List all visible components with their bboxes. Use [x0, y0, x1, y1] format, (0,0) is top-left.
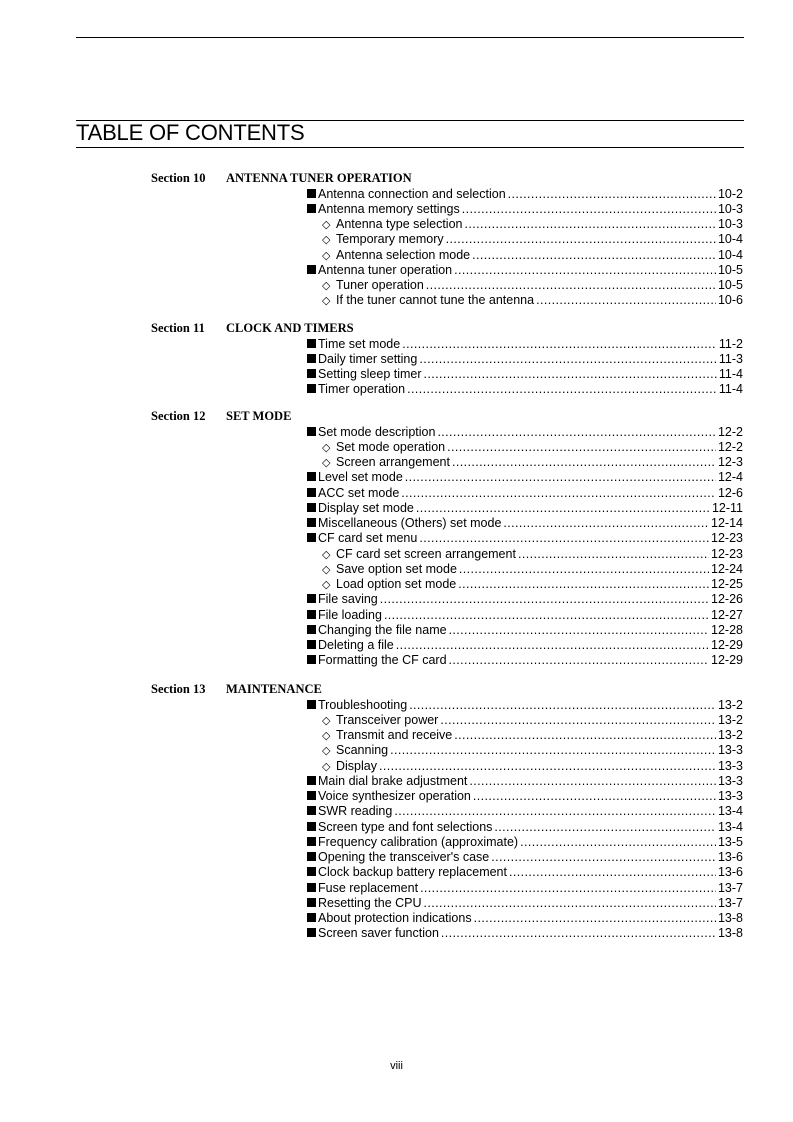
- toc-entry[interactable]: [307, 592, 743, 607]
- section-number: Section 13: [151, 682, 206, 696]
- square-bullet-icon: [307, 789, 318, 804]
- dot-leader: [447, 440, 716, 455]
- entry-page: 13-7: [717, 880, 743, 895]
- square-bullet-icon: [307, 202, 318, 217]
- entry-page: 13-3: [717, 743, 743, 758]
- toc-entry[interactable]: [307, 881, 743, 896]
- dot-leader: [419, 352, 717, 367]
- dot-leader: [401, 486, 716, 501]
- entry-label: Time set mode: [318, 336, 401, 351]
- entry-label: Changing the file name: [318, 622, 447, 637]
- square-bullet-icon: [307, 698, 318, 713]
- entry-label: Fuse replacement: [318, 880, 419, 895]
- entry-page: 10-3: [717, 201, 743, 216]
- entry-label: Temporary memory: [336, 232, 444, 247]
- dot-leader: [390, 743, 716, 758]
- section-title: SET MODE: [226, 409, 292, 423]
- entry-page: 11-4: [718, 382, 743, 397]
- square-bullet-icon: [307, 531, 318, 546]
- entry-label: CF card set screen arrangement: [336, 546, 516, 561]
- dot-leader: [440, 713, 716, 728]
- entry-label: Screen type and font selections: [318, 819, 493, 834]
- square-bullet-icon: [307, 653, 318, 668]
- diamond-bullet-icon: ◇: [322, 249, 331, 262]
- dot-leader: [520, 835, 716, 850]
- toc-subentry[interactable]: [322, 455, 743, 471]
- square-bullet-icon: [307, 926, 318, 941]
- diamond-bullet-icon: ◇: [322, 579, 331, 591]
- entry-label: Opening the transceiver's case: [318, 850, 490, 864]
- entry-label: Antenna tuner operation: [318, 262, 453, 277]
- dot-leader: [509, 865, 716, 880]
- entry-label: Screen saver function: [318, 926, 439, 941]
- toc-subentry[interactable]: [322, 248, 743, 264]
- toc-subentry[interactable]: [322, 713, 743, 729]
- square-bullet-icon: [307, 896, 318, 911]
- section-number: Section 11: [151, 321, 205, 335]
- square-bullet-icon: [307, 187, 318, 202]
- dot-leader: [416, 501, 710, 516]
- toc-entry[interactable]: [307, 850, 743, 865]
- toc-entry[interactable]: [307, 653, 743, 668]
- entry-page: 13-3: [717, 773, 743, 788]
- square-bullet-icon: [307, 263, 318, 278]
- toc-entry[interactable]: [307, 501, 743, 516]
- entry-label: Level set mode: [318, 470, 403, 485]
- entry-page: 12-14: [711, 516, 743, 530]
- dot-leader: [503, 516, 709, 531]
- dot-leader: [409, 698, 716, 713]
- toc-entry[interactable]: [307, 896, 743, 911]
- entry-label: Transceiver power: [336, 712, 439, 727]
- toc-entry[interactable]: [307, 820, 743, 835]
- toc-entry[interactable]: [307, 202, 743, 217]
- entry-label: Miscellaneous (Others) set mode: [318, 516, 502, 530]
- square-bullet-icon: [307, 516, 318, 531]
- toc-subentry[interactable]: [322, 728, 743, 744]
- toc-entry[interactable]: [307, 608, 743, 623]
- entry-label: Save option set mode: [336, 561, 457, 576]
- entry-label: Frequency calibration (approximate): [318, 834, 519, 849]
- toc-entry[interactable]: [307, 516, 743, 531]
- toc-entry[interactable]: [307, 638, 743, 653]
- entry-page: 12-3: [717, 455, 743, 469]
- dot-leader: [405, 470, 716, 485]
- diamond-bullet-icon: ◇: [322, 457, 331, 469]
- dot-leader: [441, 926, 716, 941]
- dot-leader: [449, 653, 710, 668]
- entry-page: 11-4: [718, 367, 743, 381]
- entry-label: ACC set mode: [318, 485, 400, 500]
- entry-page: 13-8: [717, 911, 743, 925]
- diamond-bullet-icon: ◇: [322, 548, 331, 561]
- entry-page: 13-2: [717, 728, 743, 742]
- diamond-bullet-icon: ◇: [322, 760, 331, 773]
- dot-leader: [437, 425, 716, 440]
- square-bullet-icon: [307, 608, 318, 623]
- section-title: MAINTENANCE: [226, 682, 322, 696]
- toc-subentry[interactable]: [322, 743, 743, 759]
- entry-page: 10-2: [717, 186, 743, 201]
- entry-label: Clock backup battery replacement: [318, 865, 507, 880]
- toc-entry[interactable]: [307, 187, 743, 202]
- entry-page: 10-5: [717, 278, 743, 292]
- square-bullet-icon: [307, 911, 318, 926]
- entry-label: Formatting the CF card: [318, 653, 447, 668]
- toc-entry[interactable]: [307, 926, 743, 941]
- page-number: viii: [390, 1060, 403, 1072]
- entry-page: 12-2: [717, 439, 743, 454]
- entry-page: 11-2: [718, 336, 743, 351]
- entry-page: 12-29: [711, 638, 743, 652]
- page-title: TABLE OF CONTENTS: [76, 120, 305, 145]
- toc-entry[interactable]: [307, 911, 743, 926]
- entry-label: Deleting a file: [318, 638, 394, 652]
- dot-leader: [384, 608, 709, 623]
- square-bullet-icon: [307, 367, 318, 382]
- toc-entry[interactable]: [307, 804, 743, 819]
- toc-subentry[interactable]: [322, 547, 743, 563]
- dot-leader: [491, 850, 716, 865]
- toc-subentry[interactable]: [322, 217, 743, 233]
- entry-label: Timer operation: [318, 382, 406, 397]
- title-bottom-rule: [76, 147, 744, 148]
- dot-leader: [459, 562, 709, 577]
- toc-subentry[interactable]: [322, 278, 743, 294]
- entry-page: 12-26: [711, 592, 743, 607]
- section-number: Section 10: [151, 171, 206, 185]
- entry-label: Troubleshooting: [318, 697, 408, 712]
- section-number: Section 12: [151, 409, 206, 423]
- header-rule: [76, 37, 744, 38]
- entry-page: 13-6: [717, 865, 743, 880]
- entry-page: 13-3: [717, 789, 743, 803]
- entry-page: 13-7: [717, 895, 743, 910]
- square-bullet-icon: [307, 850, 318, 865]
- toc-entry[interactable]: [307, 352, 743, 367]
- toc-entry[interactable]: [307, 789, 743, 804]
- section-title: CLOCK AND TIMERS: [226, 321, 354, 335]
- entry-page: 10-6: [717, 293, 743, 308]
- diamond-bullet-icon: ◇: [322, 280, 331, 292]
- square-bullet-icon: [307, 804, 318, 819]
- dot-leader: [472, 248, 716, 263]
- toc-entry[interactable]: [307, 774, 743, 789]
- entry-label: Main dial brake adjustment: [318, 773, 468, 788]
- toc-subentry[interactable]: [322, 759, 743, 775]
- dot-leader: [508, 187, 716, 202]
- toc-entry[interactable]: [307, 470, 743, 485]
- toc-subentry[interactable]: [322, 577, 743, 593]
- square-bullet-icon: [307, 638, 318, 653]
- dot-leader: [394, 804, 716, 819]
- entry-page: 10-5: [717, 262, 743, 277]
- square-bullet-icon: [307, 774, 318, 789]
- dot-leader: [379, 759, 716, 774]
- entry-label: If the tuner cannot tune the antenna: [336, 293, 535, 308]
- toc-entry[interactable]: [307, 263, 743, 278]
- entry-page: 13-4: [717, 819, 743, 834]
- entry-page: 12-23: [711, 546, 743, 561]
- dot-leader: [446, 232, 716, 247]
- square-bullet-icon: [307, 881, 318, 896]
- entry-page: 13-3: [717, 758, 743, 773]
- toc-entry[interactable]: [307, 865, 743, 880]
- square-bullet-icon: [307, 470, 318, 485]
- diamond-bullet-icon: ◇: [322, 563, 331, 576]
- entry-page: 12-24: [711, 561, 743, 576]
- entry-label: Transmit and receive: [336, 728, 453, 742]
- diamond-bullet-icon: ◇: [322, 745, 331, 758]
- entry-label: File loading: [318, 607, 382, 622]
- entry-page: 12-2: [717, 424, 743, 439]
- entry-label: Daily timer setting: [318, 351, 418, 366]
- dot-leader: [469, 774, 716, 789]
- dot-leader: [494, 820, 716, 835]
- dot-leader: [518, 547, 709, 562]
- entry-page: 10-4: [717, 247, 743, 262]
- dot-leader: [424, 367, 717, 382]
- square-bullet-icon: [307, 501, 318, 516]
- entry-page: 12-4: [717, 470, 743, 485]
- toc-subentry[interactable]: [322, 440, 743, 456]
- entry-label: CF card set menu: [318, 531, 418, 546]
- dot-leader: [380, 592, 709, 607]
- square-bullet-icon: [307, 865, 318, 880]
- diamond-bullet-icon: ◇: [322, 730, 331, 742]
- entry-page: 13-4: [717, 804, 743, 819]
- entry-label: Set mode description: [318, 424, 436, 439]
- square-bullet-icon: [307, 382, 318, 397]
- entry-label: Antenna memory settings: [318, 201, 460, 216]
- diamond-bullet-icon: ◇: [322, 441, 331, 454]
- entry-page: 12-28: [711, 622, 743, 637]
- entry-label: Antenna connection and selection: [318, 186, 506, 201]
- entry-label: Scanning: [336, 743, 389, 758]
- toc-entry[interactable]: [307, 425, 743, 440]
- square-bullet-icon: [307, 835, 318, 850]
- entry-page: 10-3: [717, 217, 743, 231]
- entry-label: Voice synthesizer operation: [318, 789, 471, 803]
- diamond-bullet-icon: ◇: [322, 714, 331, 727]
- dot-leader: [464, 217, 715, 232]
- square-bullet-icon: [307, 820, 318, 835]
- entry-page: 12-23: [711, 531, 743, 546]
- entry-label: Antenna selection mode: [336, 247, 471, 262]
- diamond-bullet-icon: ◇: [322, 295, 331, 308]
- entry-page: 10-4: [717, 232, 743, 247]
- entry-page: 12-25: [711, 577, 743, 591]
- toc-entry[interactable]: [307, 623, 743, 638]
- entry-page: 13-2: [717, 697, 743, 712]
- entry-page: 13-8: [717, 926, 743, 941]
- entry-page: 13-2: [717, 712, 743, 727]
- dot-leader: [426, 278, 716, 293]
- entry-page: 12-11: [711, 500, 743, 515]
- entry-label: Resetting the CPU: [318, 895, 422, 910]
- entry-label: Antenna type selection: [336, 217, 463, 231]
- entry-label: SWR reading: [318, 804, 393, 819]
- entry-label: File saving: [318, 592, 378, 607]
- dot-leader: [407, 382, 717, 397]
- entry-page: 12-6: [717, 485, 743, 500]
- dot-leader: [452, 455, 716, 470]
- square-bullet-icon: [307, 486, 318, 501]
- square-bullet-icon: [307, 623, 318, 638]
- toc-subentry[interactable]: [322, 293, 743, 309]
- entry-label: Load option set mode: [336, 577, 457, 591]
- entry-label: Tuner operation: [336, 278, 424, 292]
- toc-entry[interactable]: [307, 486, 743, 501]
- entry-label: Setting sleep timer: [318, 367, 422, 381]
- entry-page: 13-6: [717, 850, 743, 864]
- entry-label: Display set mode: [318, 500, 414, 515]
- dot-leader: [396, 638, 709, 653]
- dot-leader: [473, 789, 716, 804]
- entry-label: About protection indications: [318, 911, 472, 925]
- square-bullet-icon: [307, 337, 318, 352]
- dot-leader: [420, 881, 716, 896]
- dot-leader: [458, 577, 709, 592]
- entry-label: Display: [336, 758, 377, 773]
- toc-subentry[interactable]: [322, 562, 743, 578]
- toc-entry[interactable]: [307, 382, 743, 397]
- section-title: ANTENNA TUNER OPERATION: [226, 171, 412, 185]
- dot-leader: [454, 263, 716, 278]
- toc-entry[interactable]: [307, 337, 743, 352]
- entry-page: 12-29: [711, 653, 743, 668]
- dot-leader: [449, 623, 709, 638]
- toc-entry[interactable]: [307, 531, 743, 546]
- dot-leader: [454, 728, 716, 743]
- entry-page: 12-27: [711, 607, 743, 622]
- dot-leader: [424, 896, 716, 911]
- entry-page: 13-5: [717, 834, 743, 849]
- toc-entry[interactable]: [307, 835, 743, 850]
- dot-leader: [402, 337, 717, 352]
- dot-leader: [474, 911, 716, 926]
- diamond-bullet-icon: ◇: [322, 219, 331, 231]
- entry-label: Screen arrangement: [336, 455, 450, 469]
- diamond-bullet-icon: ◇: [322, 234, 331, 247]
- dot-leader: [536, 293, 716, 308]
- toc-subentry[interactable]: [322, 232, 743, 248]
- entry-page: 11-3: [718, 351, 743, 366]
- dot-leader: [419, 531, 709, 546]
- entry-label: Set mode operation: [336, 439, 446, 454]
- square-bullet-icon: [307, 592, 318, 607]
- square-bullet-icon: [307, 352, 318, 367]
- toc-entry[interactable]: [307, 367, 743, 382]
- toc-entry[interactable]: [307, 698, 743, 713]
- dot-leader: [462, 202, 716, 217]
- square-bullet-icon: [307, 425, 318, 440]
